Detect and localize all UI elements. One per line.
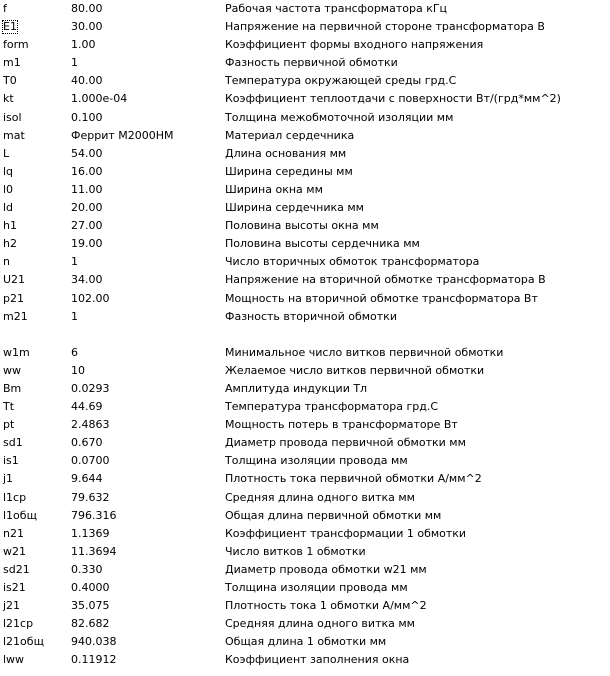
param-name: f	[3, 2, 7, 15]
param-name: m1	[3, 56, 21, 70]
param-value[interactable]: 11.00	[71, 182, 103, 196]
param-name: L	[3, 146, 10, 160]
param-description: Ширина середины мм	[225, 164, 353, 178]
param-name: is21	[3, 581, 26, 594]
param-name: pt	[3, 418, 15, 432]
param-name: sd21	[3, 562, 30, 576]
param-name: sd1	[3, 436, 23, 450]
param-value: 0.11912	[71, 653, 117, 667]
param-description: Коэффициент формы входного напряжения	[225, 38, 484, 52]
output-param-row[interactable]	[0, 470, 610, 488]
input-param-row[interactable]	[0, 199, 610, 217]
param-name: lww	[3, 653, 25, 667]
input-param-row[interactable]	[0, 163, 610, 181]
input-param-row[interactable]	[0, 290, 610, 308]
param-value[interactable]: 20.00	[71, 201, 103, 215]
input-param-row[interactable]	[0, 90, 610, 108]
param-value[interactable]: 0.100	[71, 110, 103, 124]
param-value: 0.0700	[71, 454, 110, 468]
param-description: Материал сердечника	[225, 128, 355, 142]
input-param-row[interactable]	[0, 127, 610, 145]
param-description: Ширина сердечника мм	[225, 201, 364, 215]
param-description: Средняя длина одного витка мм	[225, 617, 415, 631]
param-description: Половина высоты окна мм	[225, 219, 379, 233]
input-parameters	[0, 0, 610, 326]
param-description: Толщина изоляции провода мм	[225, 454, 408, 468]
param-description: Температура окружающей среды грд.С	[225, 74, 457, 88]
input-param-row[interactable]	[0, 217, 610, 235]
param-name: m21	[3, 309, 28, 323]
param-description: Желаемое число витков первичной обмотки	[225, 363, 485, 377]
param-name: n21	[3, 526, 24, 540]
param-description: Диаметр провода обмотки w21 мм	[225, 562, 427, 576]
input-param-row[interactable]	[0, 54, 610, 72]
param-description: Коэффициент трансформации 1 обмотки	[225, 526, 467, 540]
param-value: 0.670	[71, 436, 103, 450]
param-name: U21	[3, 273, 26, 287]
param-value: 79.632	[71, 490, 110, 504]
output-parameters	[0, 344, 610, 670]
param-value: 10	[71, 363, 85, 377]
param-value: 0.0293	[71, 381, 110, 395]
input-param-row[interactable]	[0, 145, 610, 163]
param-description: Мощность на вторичной обмотке трансформатора Вт	[225, 291, 538, 305]
param-name: j1	[3, 472, 14, 486]
param-value[interactable]: 40.00	[71, 74, 103, 88]
input-param-row[interactable]	[0, 253, 610, 271]
param-value: 6	[71, 345, 78, 359]
param-description: Средняя длина одного витка мм	[225, 490, 415, 504]
param-name: n	[3, 255, 10, 269]
input-param-row[interactable]	[0, 18, 610, 36]
param-description: Диаметр провода первичной обмотки мм	[225, 436, 466, 450]
output-param-row[interactable]	[0, 398, 610, 416]
param-value[interactable]: 1	[71, 255, 78, 269]
input-param-row[interactable]	[0, 308, 610, 326]
output-param-row[interactable]	[0, 362, 610, 380]
param-description: Коэффициент заполнения окна	[225, 653, 410, 667]
param-value: 35.075	[71, 599, 110, 613]
param-description: Мощность потерь в трансформаторе Вт	[225, 418, 458, 432]
param-value[interactable]: 30.00	[71, 20, 103, 34]
output-param-row[interactable]	[0, 525, 610, 543]
param-name: w21	[3, 544, 26, 558]
param-description: Толщина межобмоточной изоляции мм	[225, 110, 454, 124]
param-description: Напряжение на вторичной обмотке трансформатора В	[225, 273, 546, 287]
output-param-row[interactable]	[0, 344, 610, 362]
param-value[interactable]: 19.00	[71, 237, 103, 251]
input-param-row[interactable]	[0, 36, 610, 54]
param-description: Фазность вторичной обмотки	[225, 309, 397, 323]
param-value: 9.644	[71, 472, 103, 486]
output-param-row[interactable]	[0, 489, 610, 507]
param-name: form	[3, 38, 29, 52]
param-value: 940.038	[71, 635, 117, 649]
param-name: l21общ	[3, 635, 44, 649]
section-gap	[0, 326, 610, 344]
param-name: is1	[3, 454, 19, 468]
param-description: Амплитуда индукции Тл	[225, 381, 368, 395]
param-name: Tt	[3, 400, 15, 414]
param-value[interactable]: 1	[71, 309, 78, 323]
param-value[interactable]: 80.00	[71, 2, 103, 15]
param-description: Фазность первичной обмотки	[225, 56, 398, 70]
param-value: 44.69	[71, 400, 103, 414]
param-name: l21ср	[3, 617, 34, 631]
param-name: Bm	[3, 381, 22, 395]
param-description: Число витков 1 обмотки	[225, 544, 366, 558]
param-value: 0.4000	[71, 581, 110, 594]
param-value[interactable]: 1	[71, 56, 78, 70]
param-name: h1	[3, 219, 17, 233]
input-param-row[interactable]	[0, 181, 610, 199]
output-param-row[interactable]	[0, 561, 610, 579]
param-description: Половина высоты сердечника мм	[225, 237, 420, 251]
output-param-row[interactable]	[0, 452, 610, 470]
param-value[interactable]: 16.00	[71, 164, 103, 178]
param-description: Плотность тока 1 обмотки А/мм^2	[225, 599, 427, 613]
output-param-row[interactable]	[0, 615, 610, 633]
param-value: 1.1369	[71, 526, 110, 540]
output-param-row[interactable]	[0, 507, 610, 525]
input-param-row[interactable]	[0, 72, 610, 90]
param-description: Напряжение на первичной стороне трансформатора В	[225, 20, 545, 34]
param-value[interactable]: 1.00	[71, 38, 96, 52]
param-name: l1ср	[3, 490, 27, 504]
param-name: l0	[3, 182, 14, 196]
param-value: 11.3694	[71, 544, 117, 558]
param-description: Число вторичных обмоток трансформатора	[225, 255, 480, 269]
param-name: T0	[3, 74, 17, 88]
input-param-row[interactable]	[0, 235, 610, 253]
param-description: Длина основания мм	[225, 146, 347, 160]
param-description: Минимальное число витков первичной обмотки	[225, 345, 504, 359]
param-description: Коэффициент теплоотдачи с поверхности Вт/(грд*мм^2)	[225, 92, 561, 106]
param-value: 0.330	[71, 562, 103, 576]
param-name: lq	[3, 164, 14, 178]
param-value[interactable]: 102.00	[71, 291, 110, 305]
output-param-row[interactable]	[0, 416, 610, 434]
output-param-row[interactable]	[0, 633, 610, 651]
param-value: 2.4863	[71, 418, 110, 432]
param-description: Толщина изоляции провода мм	[225, 581, 408, 594]
param-description: Ширина окна мм	[225, 182, 323, 196]
output-param-row[interactable]	[0, 543, 610, 561]
param-description: Рабочая частота трансформатора кГц	[225, 2, 448, 15]
input-param-row[interactable]	[0, 271, 610, 289]
param-value[interactable]: 34.00	[71, 273, 103, 287]
param-name-focused: E1	[3, 20, 17, 34]
param-name: ww	[3, 363, 21, 377]
output-param-row[interactable]	[0, 597, 610, 615]
param-description: Общая длина первичной обмотки мм	[225, 508, 442, 522]
param-value[interactable]: 1.000e-04	[71, 92, 128, 106]
param-name: j21	[3, 599, 21, 613]
output-param-row[interactable]	[0, 434, 610, 452]
param-description: Плотность тока первичной обмотки А/мм^2	[225, 472, 482, 486]
param-name: l1общ	[3, 508, 37, 522]
param-description: Температура трансформатора грд.С	[225, 400, 439, 414]
param-name: h2	[3, 237, 17, 251]
param-description: Общая длина 1 обмотки мм	[225, 635, 387, 649]
param-value: 796.316	[71, 508, 117, 522]
input-param-row[interactable]	[0, 109, 610, 127]
param-value[interactable]: 27.00	[71, 219, 103, 233]
param-name: isol	[3, 110, 22, 124]
param-name: mat	[3, 128, 25, 142]
output-param-row[interactable]	[0, 651, 610, 669]
param-name: kt	[3, 92, 14, 106]
output-param-row[interactable]	[0, 380, 610, 398]
param-name: p21	[3, 291, 24, 305]
param-value[interactable]: Феррит М2000НМ	[71, 128, 174, 142]
param-name: ld	[3, 201, 14, 215]
param-name: w1m	[3, 345, 30, 359]
output-param-row[interactable]	[0, 579, 610, 597]
input-param-row[interactable]	[0, 0, 610, 18]
param-value[interactable]: 54.00	[71, 146, 103, 160]
param-value: 82.682	[71, 617, 110, 631]
